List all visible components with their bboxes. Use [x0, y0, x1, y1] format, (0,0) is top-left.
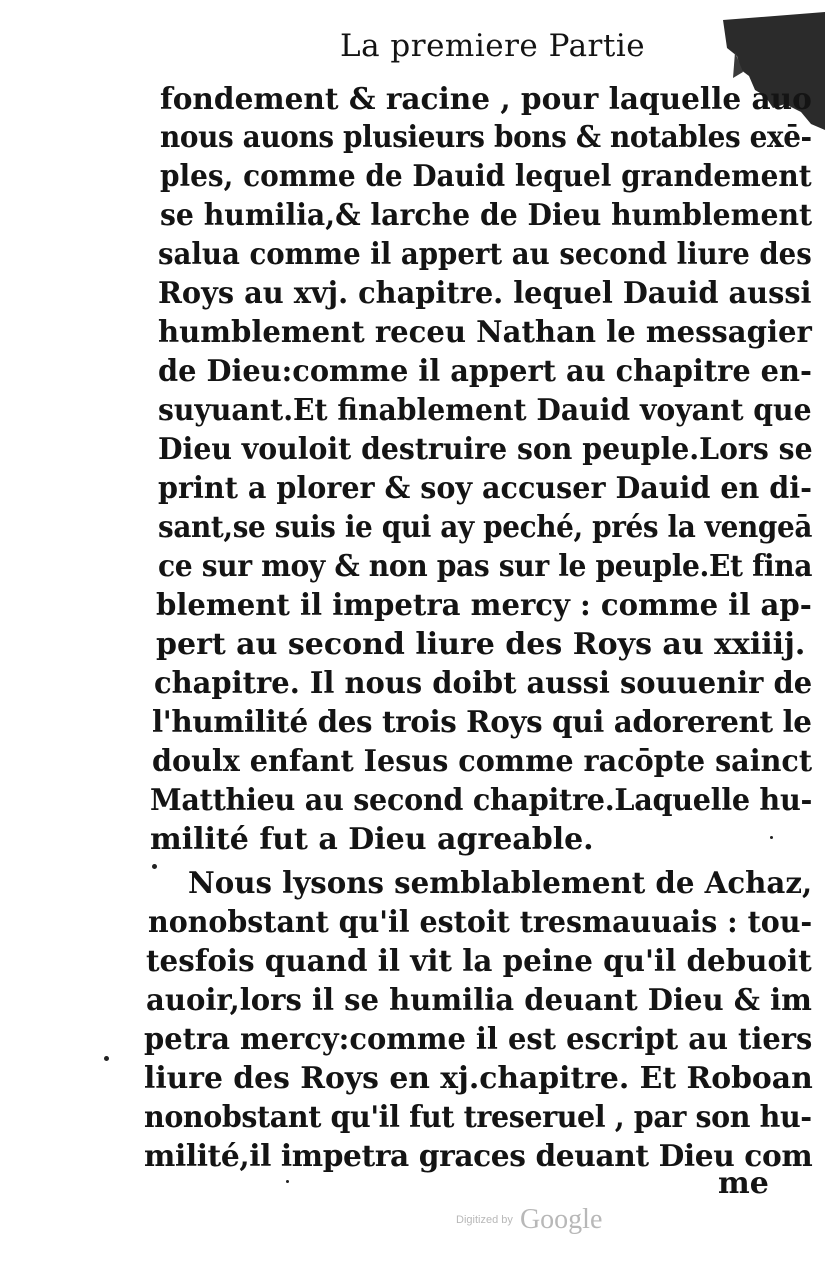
text-line: l'humilité des trois Roys qui adorerent le: [152, 705, 812, 740]
text-line: milité,il impetra graces deuant Dieu com: [144, 1139, 813, 1174]
text-line: Nous lysons semblablement de Achaz,: [188, 866, 813, 901]
text-line: nonobstant qu'il estoit tresmauuais : tou-: [148, 905, 813, 940]
text-line: humblement receu Nathan le messagier: [158, 315, 812, 350]
digitized-by-google-watermark: [456, 1204, 602, 1236]
text-line: ce sur moy & non pas sur le peuple.Et fina: [158, 549, 813, 584]
text-line: chapitre. Il nous doibt aussi souuenir de: [154, 666, 813, 701]
text-line: salua comme il appert au second liure des: [158, 237, 812, 272]
text-line: ples, comme de Dauid lequel grandement: [160, 159, 812, 194]
ink-speck: [152, 864, 157, 869]
google-logo: Google: [519, 1204, 603, 1235]
text-line: tesfois quand il vit la peine qu'il debuoit: [146, 944, 812, 979]
text-line: fondement & racine , pour laquelle auo: [160, 82, 812, 117]
text-line: liure des Roys en xj.chapitre. Et Roboan: [144, 1061, 813, 1096]
ink-speck: [104, 1056, 109, 1061]
text-line: blement il impetra mercy : comme il ap-: [156, 588, 812, 623]
text-line: doulx enfant Iesus comme racōpte sainct: [152, 744, 813, 779]
text-line: de Dieu:comme il appert au chapitre en-: [158, 354, 812, 389]
text-line: nous auons plusieurs bons & notables exē-: [160, 120, 812, 155]
text-line: pert au second liure des Roys au xxiiij.: [156, 627, 806, 662]
text-line: suyuant.Et finablement Dauid voyant que: [158, 393, 812, 428]
text-line: auoir,lors il se humilia deuant Dieu & im: [146, 983, 812, 1018]
text-line: print a plorer & soy accuser Dauid en di-: [158, 471, 813, 506]
text-line: milité fut a Dieu agreable.: [150, 822, 594, 857]
text-line: nonobstant qu'il fut treseruel , par son hu-: [144, 1100, 812, 1135]
text-line: Matthieu au second chapitre.Laquelle hu-: [150, 783, 813, 818]
text-line: petra mercy:comme il est escript au tiers: [144, 1022, 813, 1057]
ink-speck: [286, 1180, 289, 1183]
watermark-prefix: Digitized by: [456, 1214, 513, 1226]
text-line: Roys au xvj. chapitre. lequel Dauid aussi: [158, 276, 812, 311]
text-line: Dieu vouloit destruire son peuple.Lors se: [158, 432, 813, 467]
text-line: sant,se suis ie qui ay peché, prés la vengeā: [158, 510, 813, 545]
running-head: La premiere Partie: [340, 28, 646, 64]
text-line: se humilia,& larche de Dieu humblement: [160, 198, 813, 233]
catchword: me: [718, 1166, 769, 1201]
ink-speck: [770, 836, 773, 839]
